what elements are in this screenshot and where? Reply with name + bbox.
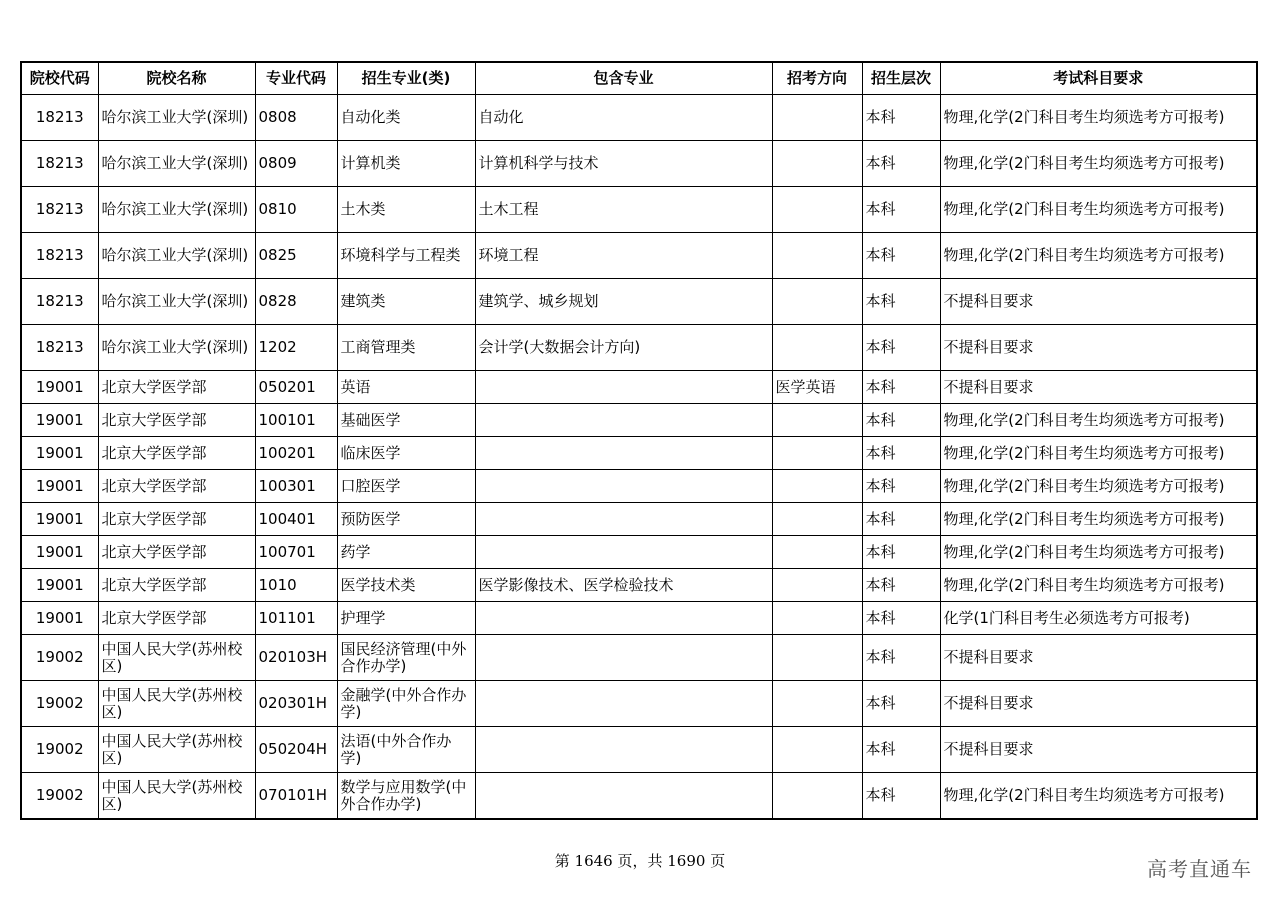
table-row: [21, 503, 1257, 536]
cell-major-code: 070101H: [255, 773, 337, 820]
cell-direction: [772, 404, 862, 437]
cell-major-code: 100701: [255, 536, 337, 569]
table-row: [21, 187, 1257, 233]
cell-school-name: 哈尔滨工业大学(深圳): [98, 279, 255, 325]
cell-direction: 医学英语: [772, 371, 862, 404]
cell-direction: [772, 773, 862, 820]
cell-direction: [772, 187, 862, 233]
cell-major-code: 020301H: [255, 681, 337, 727]
cell-subject-requirements: 物理,化学(2门科目考生均须选考方可报考): [940, 503, 1257, 536]
cell-major-code: 0828: [255, 279, 337, 325]
cell-level: 本科: [862, 503, 940, 536]
cell-school-code: 19002: [21, 727, 98, 773]
cell-level: 本科: [862, 279, 940, 325]
table-row: [21, 141, 1257, 187]
cell-level: 本科: [862, 233, 940, 279]
cell-included-majors: [475, 773, 772, 820]
cell-direction: [772, 536, 862, 569]
cell-major-category: 环境科学与工程类: [337, 233, 475, 279]
cell-school-code: 18213: [21, 325, 98, 371]
cell-included-majors: 环境工程: [475, 233, 772, 279]
cell-school-name: 哈尔滨工业大学(深圳): [98, 325, 255, 371]
cell-school-name: 哈尔滨工业大学(深圳): [98, 95, 255, 141]
table-row: [21, 569, 1257, 602]
cell-level: 本科: [862, 681, 940, 727]
cell-school-code: 18213: [21, 187, 98, 233]
cell-subject-requirements: 不提科目要求: [940, 681, 1257, 727]
cell-subject-requirements: 化学(1门科目考生必须选考方可报考): [940, 602, 1257, 635]
cell-direction: [772, 681, 862, 727]
cell-included-majors: [475, 404, 772, 437]
cell-included-majors: [475, 503, 772, 536]
cell-major-code: 050201: [255, 371, 337, 404]
cell-school-name: 北京大学医学部: [98, 602, 255, 635]
cell-direction: [772, 727, 862, 773]
table-row: [21, 470, 1257, 503]
cell-level: 本科: [862, 404, 940, 437]
cell-subject-requirements: 不提科目要求: [940, 371, 1257, 404]
cell-school-name: 哈尔滨工业大学(深圳): [98, 187, 255, 233]
page-number: 第 1646 页，共 1690 页: [554, 852, 726, 870]
table-row: [21, 95, 1257, 141]
cell-major-code: 0808: [255, 95, 337, 141]
cell-direction: [772, 470, 862, 503]
cell-major-code: 0810: [255, 187, 337, 233]
cell-direction: [772, 635, 862, 681]
cell-included-majors: [475, 635, 772, 681]
cell-included-majors: 建筑学、城乡规划: [475, 279, 772, 325]
cell-school-name: 北京大学医学部: [98, 503, 255, 536]
table-row: [21, 536, 1257, 569]
cell-major-code: 020103H: [255, 635, 337, 681]
header-school-code: 院校代码: [21, 62, 98, 95]
cell-direction: [772, 233, 862, 279]
cell-included-majors: 会计学(大数据会计方向): [475, 325, 772, 371]
cell-direction: [772, 279, 862, 325]
cell-direction: [772, 602, 862, 635]
cell-major-category: 护理学: [337, 602, 475, 635]
cell-included-majors: [475, 437, 772, 470]
cell-subject-requirements: 物理,化学(2门科目考生均须选考方可报考): [940, 233, 1257, 279]
cell-major-category: 英语: [337, 371, 475, 404]
cell-major-code: 1202: [255, 325, 337, 371]
cell-subject-requirements: 不提科目要求: [940, 635, 1257, 681]
cell-subject-requirements: 物理,化学(2门科目考生均须选考方可报考): [940, 470, 1257, 503]
cell-school-code: 19002: [21, 635, 98, 681]
cell-school-name: 北京大学医学部: [98, 371, 255, 404]
cell-level: 本科: [862, 727, 940, 773]
cell-school-name: 中国人民大学(苏州校区): [98, 635, 255, 681]
cell-school-code: 18213: [21, 233, 98, 279]
cell-level: 本科: [862, 773, 940, 820]
cell-subject-requirements: 物理,化学(2门科目考生均须选考方可报考): [940, 404, 1257, 437]
cell-school-code: 19001: [21, 536, 98, 569]
header-school-name: 院校名称: [98, 62, 255, 95]
cell-major-category: 法语(中外合作办学): [337, 727, 475, 773]
cell-major-category: 建筑类: [337, 279, 475, 325]
cell-included-majors: 医学影像技术、医学检验技术: [475, 569, 772, 602]
cell-subject-requirements: 物理,化学(2门科目考生均须选考方可报考): [940, 773, 1257, 820]
cell-level: 本科: [862, 470, 940, 503]
cell-school-code: 18213: [21, 141, 98, 187]
cell-school-code: 19001: [21, 470, 98, 503]
cell-school-code: 19002: [21, 773, 98, 820]
cell-school-code: 19001: [21, 437, 98, 470]
cell-direction: [772, 325, 862, 371]
cell-school-name: 北京大学医学部: [98, 404, 255, 437]
cell-major-category: 自动化类: [337, 95, 475, 141]
cell-included-majors: [475, 681, 772, 727]
cell-school-code: 19001: [21, 371, 98, 404]
cell-school-name: 北京大学医学部: [98, 470, 255, 503]
cell-included-majors: [475, 470, 772, 503]
cell-major-category: 数学与应用数学(中外合作办学): [337, 773, 475, 820]
cell-major-code: 100301: [255, 470, 337, 503]
cell-level: 本科: [862, 437, 940, 470]
cell-major-code: 0809: [255, 141, 337, 187]
cell-level: 本科: [862, 569, 940, 602]
cell-major-category: 医学技术类: [337, 569, 475, 602]
table-row: [21, 773, 1257, 820]
cell-level: 本科: [862, 95, 940, 141]
table-row: [21, 681, 1257, 727]
header-subject-requirements: 考试科目要求: [940, 62, 1257, 95]
table-row: [21, 635, 1257, 681]
cell-major-code: 1010: [255, 569, 337, 602]
cell-major-category: 口腔医学: [337, 470, 475, 503]
cell-included-majors: 土木工程: [475, 187, 772, 233]
cell-school-name: 哈尔滨工业大学(深圳): [98, 233, 255, 279]
cell-major-code: 101101: [255, 602, 337, 635]
cell-major-category: 临床医学: [337, 437, 475, 470]
cell-included-majors: 自动化: [475, 95, 772, 141]
cell-major-code: 100101: [255, 404, 337, 437]
cell-major-category: 工商管理类: [337, 325, 475, 371]
table-row: [21, 404, 1257, 437]
cell-included-majors: 计算机科学与技术: [475, 141, 772, 187]
cell-level: 本科: [862, 371, 940, 404]
cell-school-code: 19002: [21, 681, 98, 727]
cell-school-code: 19001: [21, 602, 98, 635]
cell-school-name: 中国人民大学(苏州校区): [98, 727, 255, 773]
table-row: [21, 371, 1257, 404]
cell-direction: [772, 95, 862, 141]
header-direction: 招考方向: [772, 62, 862, 95]
table-row: [21, 233, 1257, 279]
cell-subject-requirements: 不提科目要求: [940, 279, 1257, 325]
header-major-code: 专业代码: [255, 62, 337, 95]
header-included-majors: 包含专业: [475, 62, 772, 95]
cell-level: 本科: [862, 602, 940, 635]
cell-direction: [772, 503, 862, 536]
cell-major-category: 土木类: [337, 187, 475, 233]
cell-included-majors: [475, 536, 772, 569]
cell-subject-requirements: 不提科目要求: [940, 325, 1257, 371]
table-row: [21, 437, 1257, 470]
cell-major-code: 0825: [255, 233, 337, 279]
cell-major-category: 基础医学: [337, 404, 475, 437]
cell-level: 本科: [862, 141, 940, 187]
watermark-logo: 高考直通车: [1147, 857, 1252, 881]
cell-school-name: 北京大学医学部: [98, 536, 255, 569]
cell-major-category: 金融学(中外合作办学): [337, 681, 475, 727]
cell-subject-requirements: 物理,化学(2门科目考生均须选考方可报考): [940, 569, 1257, 602]
cell-school-name: 哈尔滨工业大学(深圳): [98, 141, 255, 187]
cell-school-name: 北京大学医学部: [98, 569, 255, 602]
cell-school-code: 19001: [21, 503, 98, 536]
cell-level: 本科: [862, 635, 940, 681]
cell-subject-requirements: 物理,化学(2门科目考生均须选考方可报考): [940, 536, 1257, 569]
cell-school-name: 中国人民大学(苏州校区): [98, 773, 255, 820]
cell-school-name: 中国人民大学(苏州校区): [98, 681, 255, 727]
cell-school-code: 19001: [21, 569, 98, 602]
cell-major-code: 100201: [255, 437, 337, 470]
cell-school-code: 18213: [21, 279, 98, 325]
table-row: [21, 279, 1257, 325]
cell-major-code: 100401: [255, 503, 337, 536]
cell-included-majors: [475, 602, 772, 635]
cell-major-category: 预防医学: [337, 503, 475, 536]
cell-direction: [772, 141, 862, 187]
cell-school-code: 18213: [21, 95, 98, 141]
cell-included-majors: [475, 727, 772, 773]
cell-major-category: 药学: [337, 536, 475, 569]
cell-major-category: 计算机类: [337, 141, 475, 187]
header-major-category: 招生专业(类): [337, 62, 475, 95]
table-row: [21, 602, 1257, 635]
cell-subject-requirements: 不提科目要求: [940, 727, 1257, 773]
cell-school-code: 19001: [21, 404, 98, 437]
cell-direction: [772, 569, 862, 602]
cell-major-code: 050204H: [255, 727, 337, 773]
header-level: 招生层次: [862, 62, 940, 95]
cell-subject-requirements: 物理,化学(2门科目考生均须选考方可报考): [940, 95, 1257, 141]
cell-level: 本科: [862, 325, 940, 371]
table-row: [21, 325, 1257, 371]
cell-level: 本科: [862, 187, 940, 233]
cell-level: 本科: [862, 536, 940, 569]
cell-subject-requirements: 物理,化学(2门科目考生均须选考方可报考): [940, 141, 1257, 187]
admissions-table: [20, 61, 1258, 820]
cell-subject-requirements: 物理,化学(2门科目考生均须选考方可报考): [940, 437, 1257, 470]
cell-major-category: 国民经济管理(中外合作办学): [337, 635, 475, 681]
table-row: [21, 727, 1257, 773]
cell-direction: [772, 437, 862, 470]
cell-included-majors: [475, 371, 772, 404]
cell-subject-requirements: 物理,化学(2门科目考生均须选考方可报考): [940, 187, 1257, 233]
header-row: [21, 62, 1257, 95]
cell-school-name: 北京大学医学部: [98, 437, 255, 470]
